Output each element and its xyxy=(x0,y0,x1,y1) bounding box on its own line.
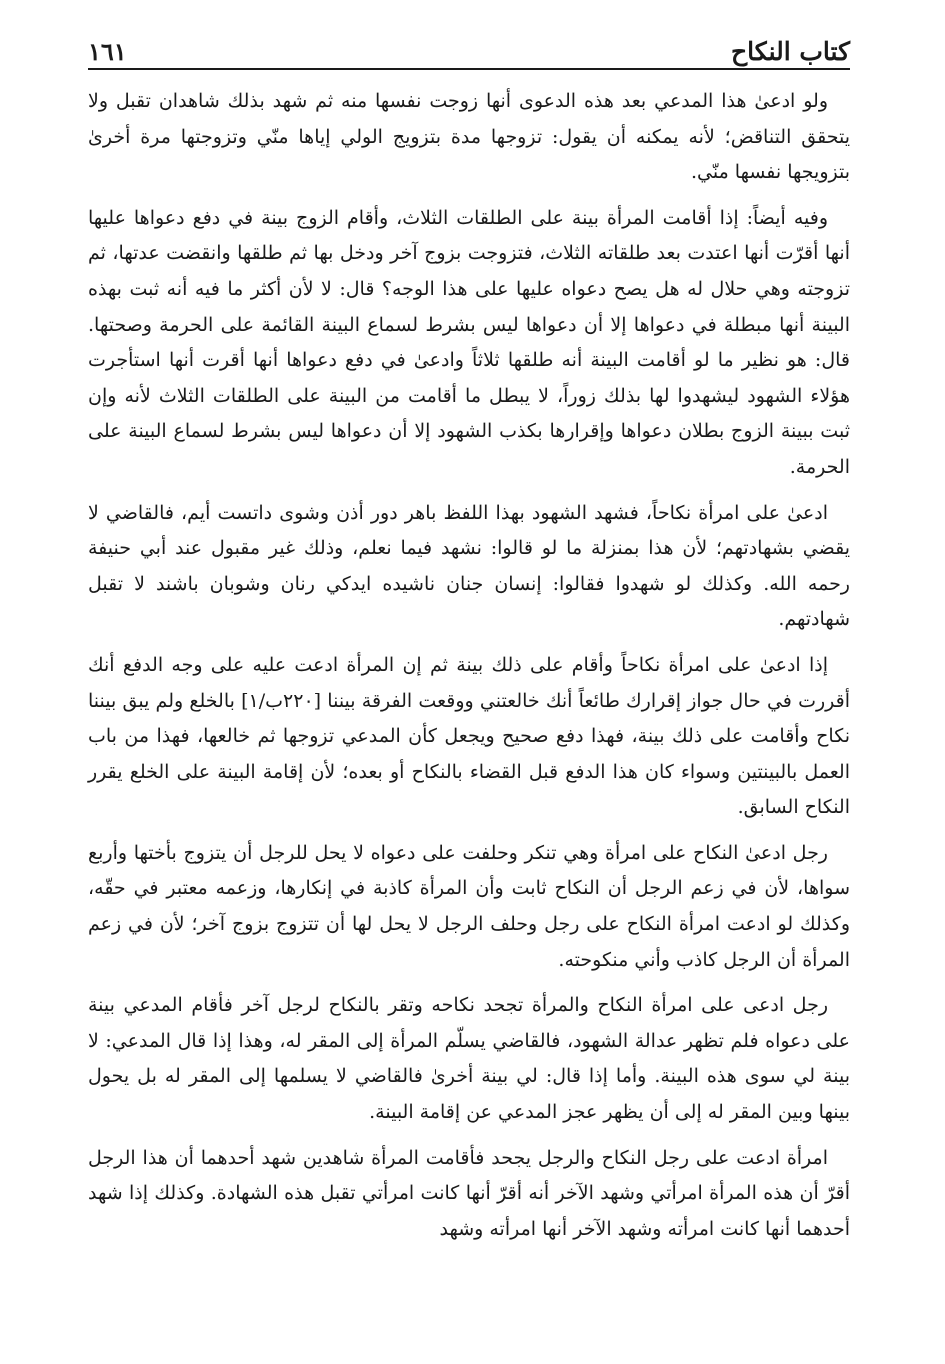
paragraph-5: رجل ادعىٰ النكاح على امرأة وهي تنكر وحلفت على دعواه لا يحل للرجل أن يتزوج بأختها وأربع سواها، لأن في زعم الرجل أن النكاح ثابت وأن المرأة كاذبة في إنكارها، وزعمه معتبر في حقّه، وكذلك لو ادعت امرأة النكاح على رجل وحلف الرجل لا يحل لها أن تتزوج بزوج آخر؛ لأن في زعم المرأة أن الرجل كاذب وأني منكوحته. xyxy=(88,841,850,971)
page-header xyxy=(88,28,850,70)
running-title: كتاب النكاح xyxy=(731,37,850,66)
paragraph-6: رجل ادعى على امرأة النكاح والمرأة تجحد نكاحه وتقر بالنكاح لرجل آخر فأقام المدعي بينة على دعواه فلم تظهر عدالة الشهود، فالقاضي يسلّم المرأة إلى المقر له، وهذا إذا قال المدعي: لا بينة لي سوى هذه البينة. وأما إذا قال: لي بينة أخرىٰ فالقاضي لا يسلمها إلى المقر له بل يحول بينها وبين المقر له إلى أن يظهر عجز المدعي عن إقامة البينة. xyxy=(88,994,850,1124)
paragraph-1: ولو ادعىٰ هذا المدعي بعد هذه الدعوى أنها زوجت نفسها منه ثم شهد بذلك شاهدان تقبل ولا يتحقق التناقض؛ لأنه يمكنه أن يقول: تزوجها مدة بتزويج الولي إياها منّي وتزوجتها مرة أخرىٰ بتزويجها نفسها منّي. xyxy=(88,90,850,184)
book-page xyxy=(88,28,850,1257)
page-body xyxy=(88,84,850,1247)
page-number: ١٦١ xyxy=(88,37,127,66)
paragraph-3: ادعىٰ على امرأة نكاحاً، فشهد الشهود بهذا اللفظ باهر دور أذن وشوى داتست أيم، فالقاضي لا يقضي بشهادتهم؛ لأن هذا بمنزلة ما لو قالوا: نشهد فيما نعلم، وذلك غير مقبول عند أبي حنيفة رحمه الله. وكذلك لو شهدوا فقالوا: إنسان جنان ناشيده ايدكي رنان وشوبان باشند لا تقبل شهادتهم. xyxy=(88,501,850,631)
paragraph-2: وفيه أيضاً: إذا أقامت المرأة بينة على الطلقات الثلاث، وأقام الزوج بينة في دفع دعواها عليها أنها أقرّت أنها اعتدت بعد طلقاته الثلاث، فتزوجت بزوج آخر ودخل بها ثم طلقها وانقضت عدتها، ثم تزوجته وهي حلال له هل يصح دعواه عليها على هذا الوجه؟ قال: لا لأن أكثر ما فيه أنه ثبت بهذه البينة أنها مبطلة في دعواها إلا أن دعواها ليس بشرط لسماع البينة القائمة على الحرمة وصحتها. قال: هو نظير ما لو أقامت البينة أنه طلقها ثلاثاً وادعىٰ في دفع دعواها أنها أقرت أنها استأجرت هؤلاء الشهود ليشهدوا لها بذلك زوراً، لا يبطل ما أقامت من البينة على الطلقات الثلاث لأنه وإن ثبت ببينة الزوج بطلان دعواها وإقرارها بكذب الشهود إلا أن دعواها ليس بشرط لسماع البينة على الحرمة. xyxy=(88,206,850,478)
paragraph-4: إذا ادعىٰ على امرأة نكاحاً وأقام على ذلك بينة ثم إن المرأة ادعت عليه على وجه الدفع أنك أقررت في حال جواز إقرارك طائعاً أنك خالعتني ووقعت الفرقة بيننا [٢٢٠ب/١] بالخلع ولم يبق بيننا نكاح وأقامت على ذلك بينة، فهذا دفع صحيح ويجعل كأن المدعي تزوجها ثم خالعها، فهذا من باب العمل بالبينتين وسواء كان هذا الدفع قبل القضاء بالنكاح أو بعده؛ لأن إقامة البينة على الخلع يقرر النكاح السابق. xyxy=(88,653,850,819)
paragraph-7: امرأة ادعت على رجل النكاح والرجل يجحد فأقامت المرأة شاهدين شهد أحدهما أن هذا الرجل أقرّ أن هذه المرأة امرأتي وشهد الآخر أنه أقرّ أنها كانت امرأتي تقبل هذه الشهادة. وكذلك إذا شهد أحدهما أنها كانت امرأته وشهد الآخر أنها امرأته وشهد xyxy=(88,1146,850,1240)
